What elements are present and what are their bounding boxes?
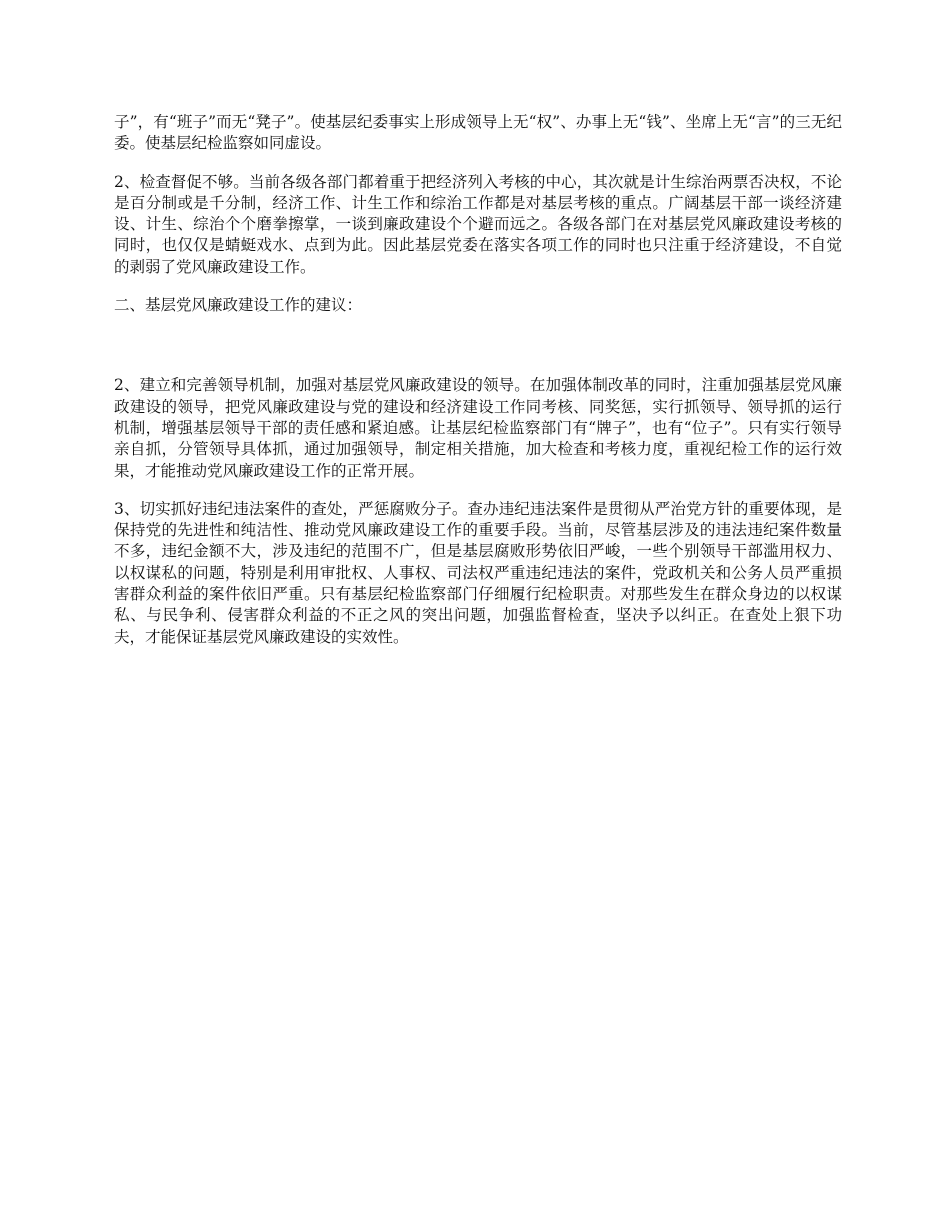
paragraph-inspection-supervision: 2、检查督促不够。当前各级各部门都着重于把经济列入考核的中心，其次就是计生综治两票否决权，不论是百分制或是千分制，经济工作、计生工作和综治工作都是对基层考核的重点。广阔基层干部一谈经济建设、计生、综治个个磨拳擦掌，一谈到廉政建设个个避而远之。各级各部门在对基层党风廉政建设考核的同时，也仅仅是蜻蜓戏水、点到为此。因此基层党委在落实各项工作的同时也只注重于经济建设，不自觉的剥弱了党风廉政建设工作。	[114, 172, 842, 276]
paragraph-continuation: 子”，有“班子”而无“凳子”。使基层纪委事实上形成领导上无“权”、办事上无“钱”、坐席上无“言”的三无纪委。使基层纪检监察如同虚设。	[114, 113, 842, 153]
document-page	[114, 112, 842, 648]
paragraph-leadership-mechanism: 2、建立和完善领导机制，加强对基层党风廉政建设的领导。在加强体制改革的同时，注重加强基层党风廉政建设的领导，把党风廉政建设与党的建设和经济建设工作同考核、同奖惩，实行抓领导、领导抓的运行机制，增强基层领导干部的责任感和紧迫感。让基层纪检监察部门有“牌子”，也有“位子”。只有实行领导亲自抓，分管领导具体抓，通过加强领导，制定相关措施，加大检查和考核力度，重视纪检工作的运行效果，才能推动党风廉政建设工作的正常开展。	[114, 376, 842, 480]
section-heading-suggestions: 二、基层党风廉政建设工作的建议：	[114, 296, 363, 315]
paragraph-case-investigation: 3、切实抓好违纪违法案件的查处，严惩腐败分子。查办违纪违法案件是贯彻从严治党方针的重要体现，是保持党的先进性和纯洁性、推动党风廉政建设工作的重要手段。当前，尽管基层涉及的违法违纪案件数量不多，违纪金额不大，涉及违纪的范围不广，但是基层腐败形势依旧严峻，一些个别领导干部滥用权力、以权谋私的问题，特别是利用审批权、人事权、司法权严重违纪违法的案件，党政机关和公务人员严重损害群众利益的案件依旧严重。只有基层纪检监察部门仔细履行纪检职责。对那些发生在群众身边的以权谋私、与民争利、侵害群众利益的不正之风的突出问题，加强监督检查，坚决予以纠正。在查处上狠下功夫，才能保证基层党风廉政建设的实效性。	[114, 499, 842, 646]
